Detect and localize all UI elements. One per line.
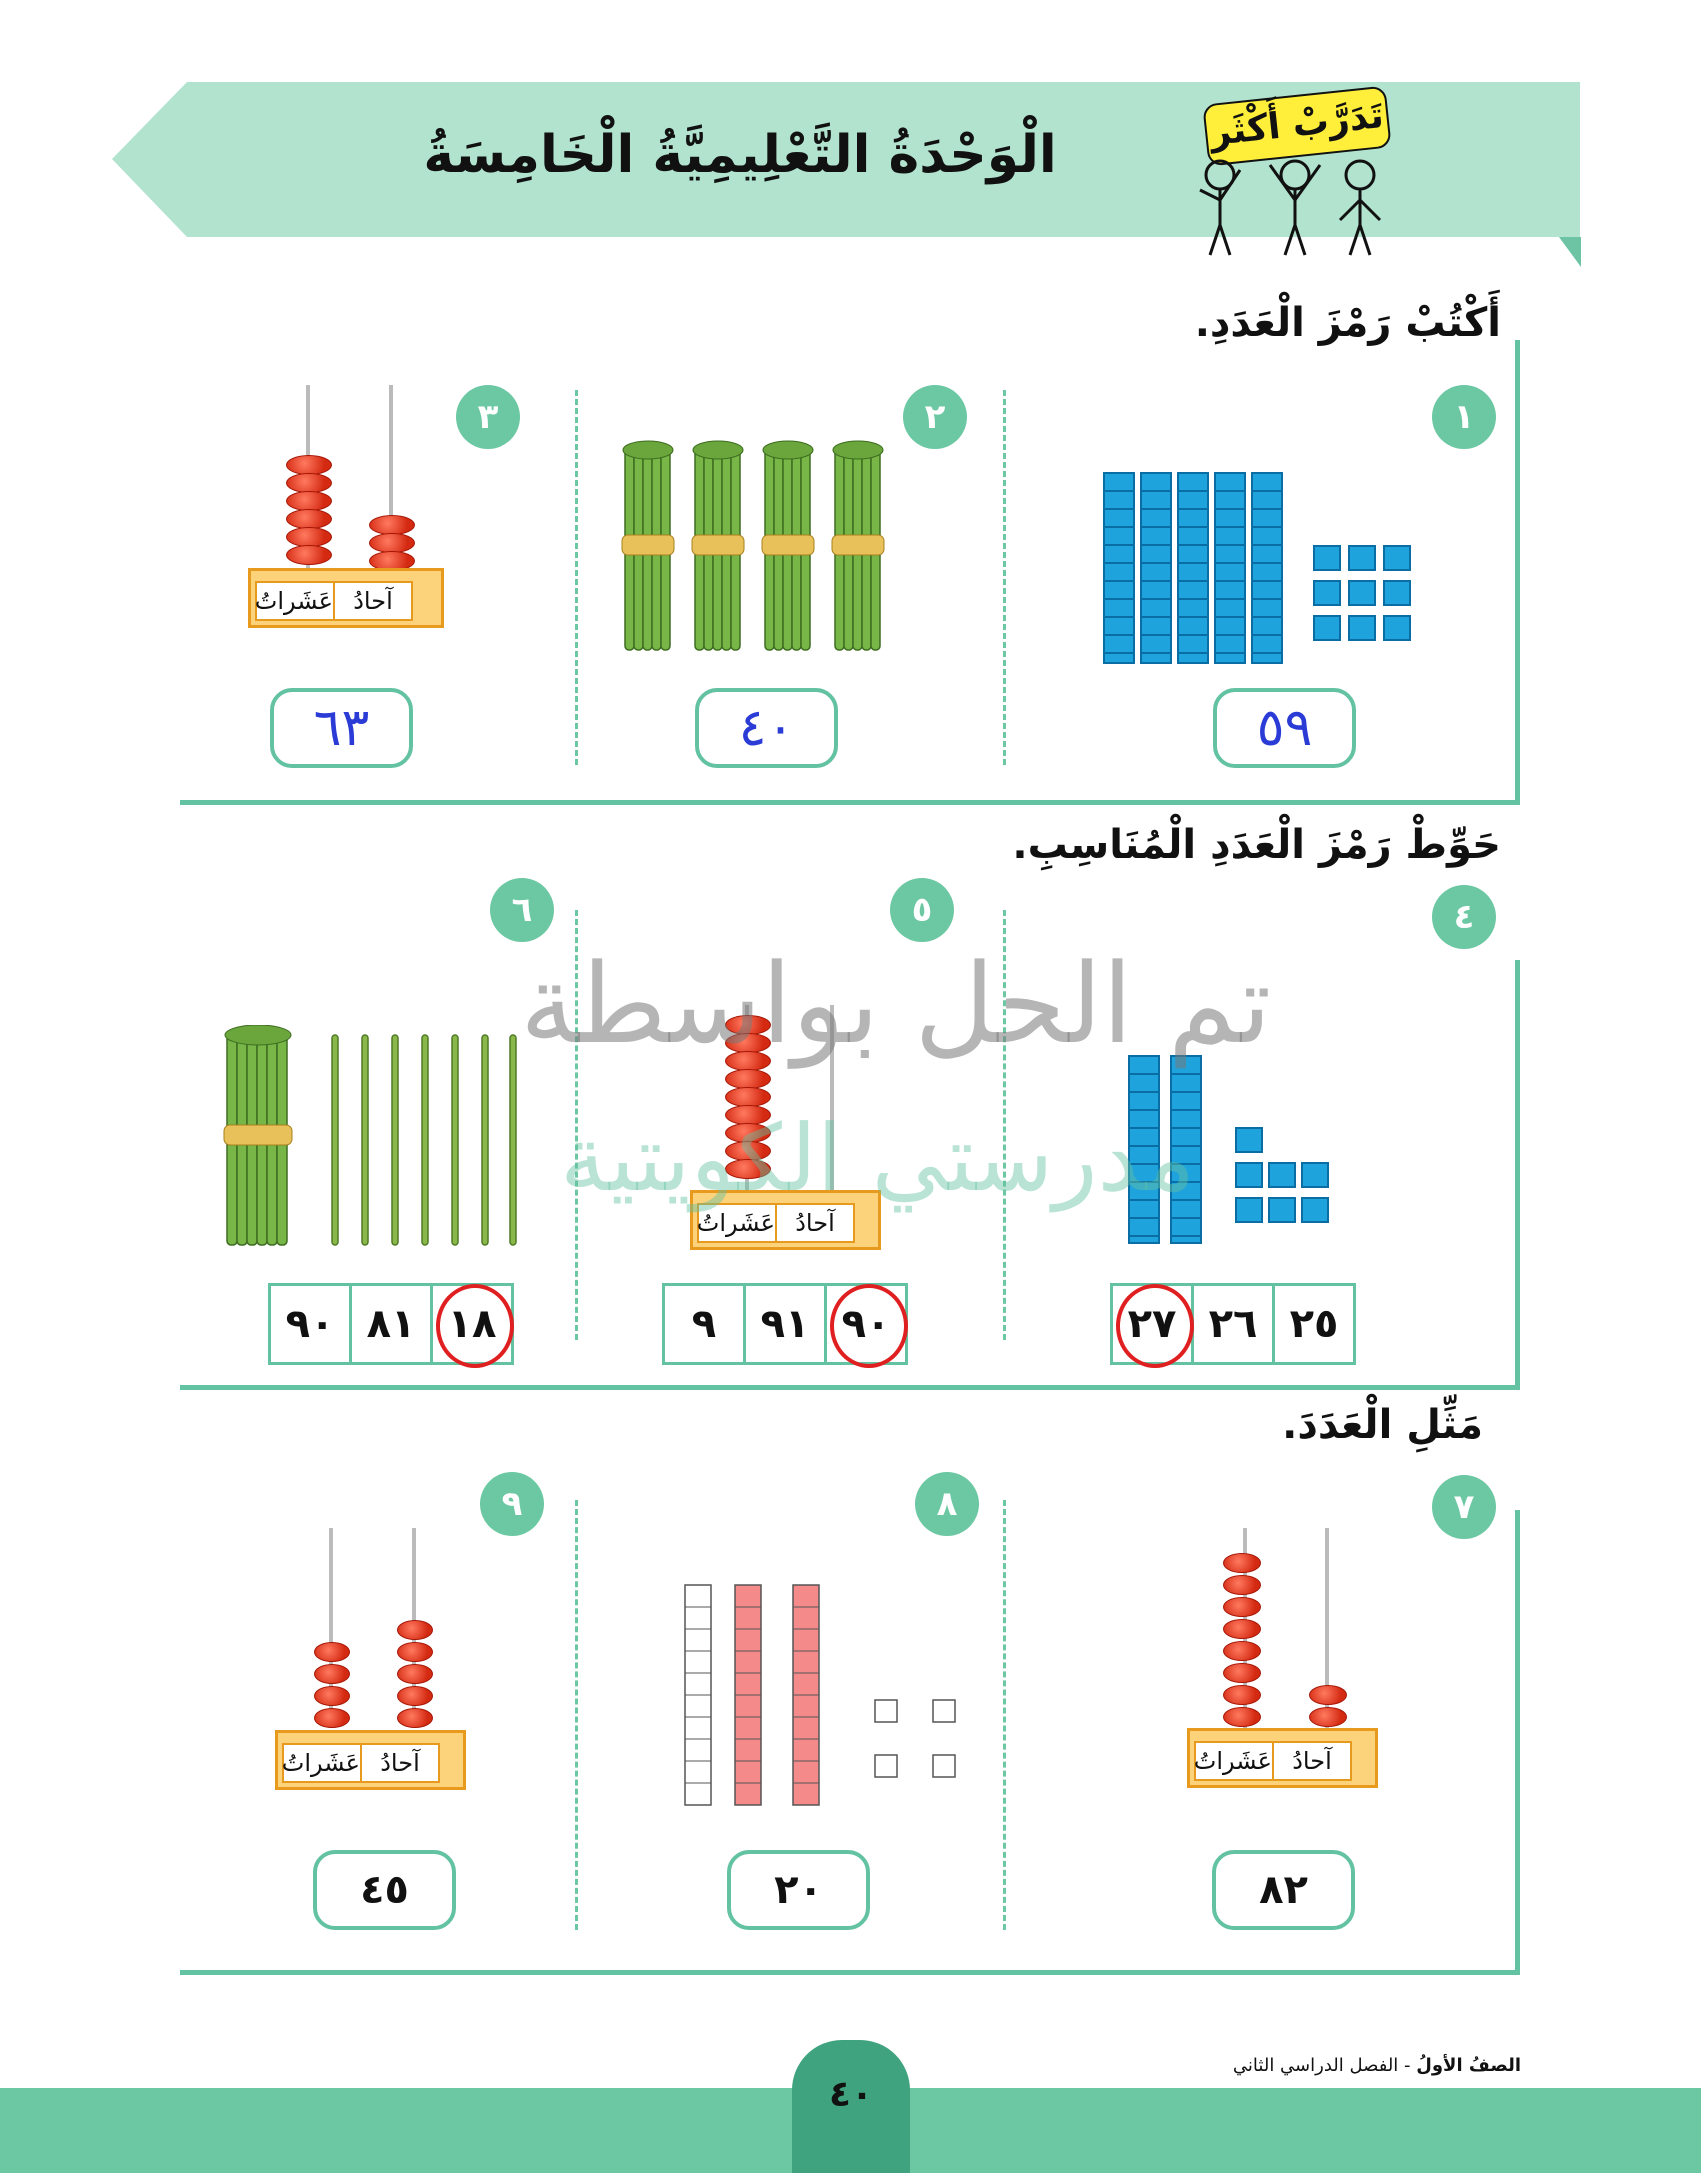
choices-4	[1110, 1283, 1356, 1365]
choice-option-selected[interactable]: ١٨	[430, 1286, 511, 1362]
item-number-8: ٨	[915, 1472, 979, 1536]
divider	[1003, 910, 1006, 1340]
item-number-1: ١	[1432, 385, 1496, 449]
stick-bundles	[620, 440, 890, 655]
stick-bundle-and-singles	[222, 1025, 522, 1250]
item-number-4: ٤	[1432, 885, 1496, 949]
choices-6	[268, 1283, 514, 1365]
footer-caption: الصفُ الأولُ - الفصل الدراسي الثاني	[1232, 2055, 1521, 2076]
divider	[575, 910, 578, 1340]
watermark-line-1: تم الحل بواسطة	[520, 940, 1272, 1068]
watermark-line-2: مدرستي الكويتية	[560, 1105, 1196, 1212]
page-title: الْوَحْدَةُ التَّعْلِيمِيَّةُ الْخَامِسَةُ	[423, 125, 1057, 185]
divider	[1003, 390, 1006, 765]
page-number: ٤٠	[792, 2040, 910, 2173]
item-number-9: ٩	[480, 1472, 544, 1536]
choice-option[interactable]: ٨١	[349, 1286, 430, 1362]
choice-option[interactable]: ٢٦	[1191, 1286, 1272, 1362]
answer-field-3[interactable]: ٦٣	[270, 688, 413, 768]
item-number-6: ٦	[490, 878, 554, 942]
item-number-5: ٥	[890, 878, 954, 942]
divider	[575, 1500, 578, 1930]
base-ten-outline-blocks	[683, 1580, 973, 1810]
section3-title: مَثِّلِ الْعَدَدَ.	[1282, 1402, 1483, 1448]
value-box-8: ٢٠	[727, 1850, 870, 1930]
item-number-7: ٧	[1432, 1475, 1496, 1539]
choice-option[interactable]: ٢٥	[1272, 1286, 1353, 1362]
divider	[1003, 1500, 1006, 1930]
choice-option-selected[interactable]: ٩٠	[824, 1286, 905, 1362]
item-number-2: ٢	[903, 385, 967, 449]
choice-option[interactable]: ٩٠	[285, 1301, 335, 1347]
stick-figures-icon	[1190, 150, 1390, 260]
answer-field-1[interactable]: ٥٩	[1213, 688, 1356, 768]
choice-option-selected[interactable]: ٢٧	[1113, 1286, 1191, 1362]
item-number-3: ٣	[456, 385, 520, 449]
section2-title: حَوِّطْ رَمْزَ الْعَدَدِ الْمُنَاسِبِ.	[1012, 822, 1501, 868]
value-box-9: ٤٥	[313, 1850, 456, 1930]
choice-option[interactable]: ٩١	[743, 1286, 824, 1362]
divider	[575, 390, 578, 765]
choices-5	[662, 1283, 908, 1365]
value-box-7: ٨٢	[1212, 1850, 1355, 1930]
choice-option[interactable]: ٩	[691, 1301, 717, 1347]
section1-title: أَكْتُبْ رَمْزَ الْعَدَدِ.	[1194, 300, 1501, 346]
practice-badge: تَدَرَّبْ أَكْثَر	[1202, 86, 1391, 167]
answer-field-2[interactable]: ٤٠	[695, 688, 838, 768]
